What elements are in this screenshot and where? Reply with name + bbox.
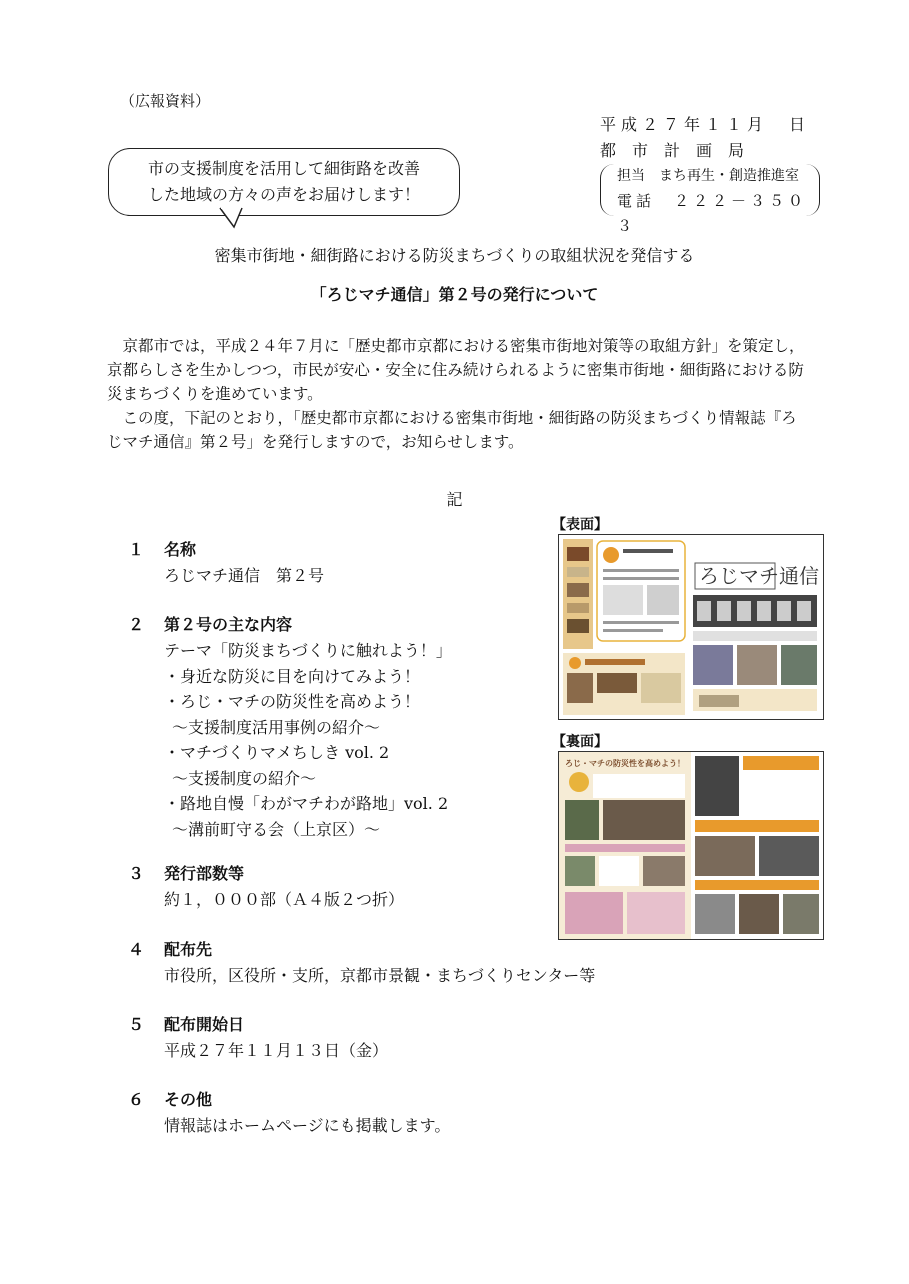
- section-3: [128, 861, 568, 913]
- back-title: ろじ・マチの防災性を高めよう！: [565, 759, 685, 768]
- section-line: 約１，０００部（Ａ４版２つ折）: [164, 890, 405, 909]
- section-number: １: [128, 540, 145, 559]
- section-4: [128, 937, 748, 989]
- section-heading: 名称: [164, 540, 197, 559]
- section-line: ・ろじ・マチの防災性を高めよう！: [164, 692, 421, 711]
- section-5: [128, 1012, 568, 1064]
- back-label: 【裏面】: [552, 734, 608, 750]
- body-text: [107, 334, 807, 454]
- section-number: ４: [128, 940, 145, 959]
- contact-phone: 電話 ２２２－３５０３: [617, 192, 808, 235]
- section-number: ２: [128, 615, 145, 634]
- section-line: ・マチづくりマメちしき vol. 2: [164, 743, 390, 762]
- section-number: ５: [128, 1015, 145, 1034]
- body-paragraph-2: この度，下記のとおり，「歴史都市京都における密集市街地・細街路の防災まちづくり情報誌『ろじマチ通信』第２号」を発行しますので，お知らせします。: [107, 409, 797, 451]
- speech-bubble: [108, 148, 460, 216]
- subtitle: 密集市街地・細街路における防災まちづくりの取組状況を発信する: [214, 246, 695, 265]
- section-line: ～支援制度活用事例の紹介～: [172, 717, 381, 737]
- front-label: 【表面】: [552, 517, 608, 533]
- section-heading: 配布開始日: [164, 1015, 245, 1034]
- section-heading: 配布先: [164, 940, 213, 959]
- section-line: 平成２７年１１月１３日（金）: [164, 1041, 389, 1060]
- section-heading: 第２号の主な内容: [164, 615, 293, 634]
- front-page-image: [558, 534, 824, 720]
- contact-box: [600, 164, 820, 235]
- page-title: 「ろじマチ通信」第２号の発行について: [310, 285, 599, 304]
- section-line: ～支援制度の紹介～: [172, 768, 317, 788]
- bubble-line-1: 市の支援制度を活用して細街路を改善: [147, 159, 420, 178]
- speech-bubble-tail: [220, 207, 246, 229]
- issuer-block: [600, 112, 810, 164]
- section-line: 市役所，区役所・支所，京都市景観・まちづくりセンター等: [164, 966, 596, 985]
- section-line: ・路地自慢「わがマチわが路地」vol. 2: [164, 794, 449, 813]
- press-release-label: （広報資料）: [120, 92, 211, 110]
- section-6: [128, 1087, 568, 1139]
- body-paragraph-1: 京都市では，平成２４年７月に「歴史都市京都における密集市街地対策等の取組方針」を策定し，京都らしさを生かしつつ，市民が安心・安全に住み続けられるように密集市街地・細街路における防災まちづくりを進めています。: [107, 337, 805, 403]
- back-page-illustration: [559, 752, 823, 939]
- section-line: 情報誌はホームページにも掲載します。: [164, 1116, 451, 1135]
- front-title: ろじマチ通信: [699, 564, 819, 588]
- section-2: [128, 612, 568, 842]
- section-heading: 発行部数等: [164, 864, 245, 883]
- issue-date: 平成２７年１１月 日: [600, 115, 811, 134]
- bubble-line-2: した地域の方々の声をお届けします！: [147, 185, 420, 204]
- section-1: [128, 537, 568, 589]
- section-line: ・身近な防災に目を向けてみよう！: [164, 666, 421, 686]
- section-line: ろじマチ通信 第２号: [164, 566, 325, 585]
- section-heading: その他: [164, 1090, 213, 1109]
- front-page-illustration: [559, 535, 823, 719]
- back-page-image: [558, 751, 824, 940]
- section-line: テーマ「防災まちづくりに触れよう！」: [164, 641, 452, 660]
- section-line: ～溝前町守る会（上京区）～: [172, 819, 381, 839]
- contact-office: 担当 まち再生・創造推進室: [617, 168, 799, 184]
- ki-heading: 記: [446, 490, 463, 509]
- department: 都市計画局: [600, 141, 761, 160]
- section-number: ６: [128, 1090, 145, 1109]
- section-number: ３: [128, 864, 145, 883]
